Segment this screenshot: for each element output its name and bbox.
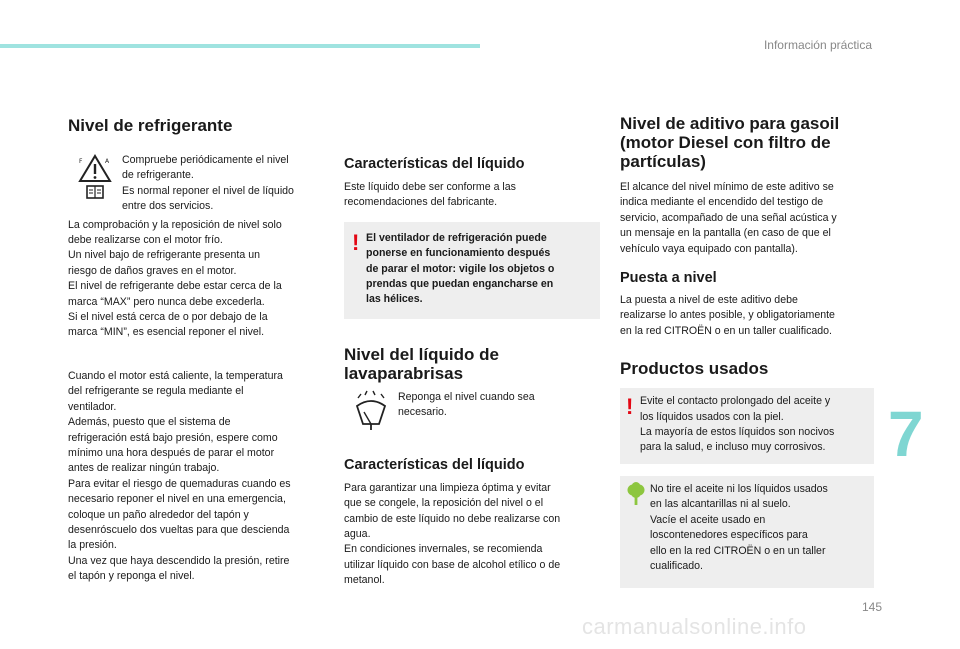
- coolant-para-1: La comprobación y la reposición de nivel solo debe realizarse con el motor frío. Un nivel bajo de refrigerante presenta un riesgo de daños graves en el motor. El nivel de refrigerante debe estar cerca de la marca “MAX” pero nunca debe excederla. Si el nivel está cerca de o por debajo de la marca “MIN”, es esencial reponer el nivel.: [68, 218, 282, 339]
- washer-icon-text: Reponga el nivel cuando sea necesario.: [398, 390, 535, 419]
- left-column: [68, 116, 330, 585]
- used-oil-warning-text: Evite el contacto prolongado del aceite y los líquidos usados con la piel. La mayoría de estos líquidos son nocivos para la salud, e incluso muy corrosivos.: [640, 395, 835, 454]
- coolant-warning-icon: [68, 153, 122, 215]
- fan-warning-text: El ventilador de refrigeración puede ponerse en funcionamiento después de parar el motor: vigile los objetos o prendas que puedan engancharse en las hélices.: [366, 231, 555, 306]
- coolant-icon-text: Compruebe periódicamente el nivel de refrigerante. Es normal reponer el nivel de líquido entre dos servicios.: [122, 154, 294, 213]
- coolant-para-2: Cuando el motor está caliente, la temperatura del refrigerante se regula mediante el ventilador. Además, puesto que el sistema de refrigeración está bajo presión, espere como mínimo una hora después de parar el motor antes de realizar ningún trabajo. Para evitar el riesgo de quemaduras cuando es necesario reponer el nivel en una emergencia, coloque un paño alrededor del tapón y desenróscuelo dos vueltas para que descienda la presión. Una vez que haya descendido la presión, retire el tapón y reponga el nivel.: [68, 369, 291, 583]
- middle-column: [344, 155, 600, 589]
- watermark: carmanualsonline.info: [582, 614, 807, 639]
- fan-warning-box: [344, 222, 600, 319]
- environment-box: [620, 476, 874, 588]
- svg-text:A: A: [105, 158, 110, 165]
- fluid-characteristics-text-1: Este líquido debe ser conforme a las recomendaciones del fabricante.: [344, 181, 516, 209]
- top-accent-bar: [0, 44, 480, 48]
- chapter-number: 7: [888, 398, 924, 470]
- section-label: Información práctica: [763, 38, 872, 52]
- used-oil-warning-box: [620, 388, 874, 464]
- used-products-title: Productos usados: [620, 359, 769, 379]
- washer-fluid-title: Nivel del líquido de lavaparabrisas: [344, 344, 499, 383]
- svg-text:F: F: [79, 158, 83, 165]
- page-number: 145: [862, 600, 883, 614]
- diesel-additive-title: Nivel de aditivo para gasoil (motor Diesel con filtro de partículas): [620, 114, 840, 171]
- tree-eco-icon: [626, 482, 646, 506]
- washer-icon-row: [344, 390, 600, 432]
- warning-exclamation-icon: !: [626, 394, 634, 420]
- coolant-title: Nivel de refrigerante: [68, 116, 233, 135]
- fluid-characteristics-text-2: Para garantizar una limpieza óptima y evitar que se congele, la reposición del nivel o el cambio de este líquido no debe realizarse con agua. En condiciones invernales, se recomienda utilizar líquido con base de alcohol etílico o de metanol.: [344, 481, 561, 587]
- fluid-characteristics-heading-2: Características del líquido: [344, 456, 525, 473]
- windscreen-washer-icon: [344, 390, 398, 432]
- fluid-characteristics-heading-1: Características del líquido: [344, 156, 525, 172]
- topping-up-heading: Puesta a nivel: [620, 270, 717, 287]
- coolant-icon-row: [68, 153, 330, 215]
- environment-text: No tire el aceite ni los líquidos usados en las alcantarillas ni al suelo. Vacíe el aceite usado en loscontenedores específicos para ello en la red CITROËN o en un taller cualificado.: [650, 482, 828, 572]
- warning-exclamation-icon: !: [352, 229, 360, 255]
- topping-up-text: La puesta a nivel de este aditivo debe realizarse lo antes posible, y obligatoriamente en la red CITROËN o en un taller cualificado.: [620, 294, 835, 337]
- diesel-additive-intro: El alcance del nivel mínimo de este aditivo se indica mediante el encendido del testigo de servicio, acompañado de una señal acústica y un mensaje en la pantalla (en caso de que el vehículo vaya equipado con pantalla).: [620, 181, 837, 255]
- right-column: [620, 114, 874, 588]
